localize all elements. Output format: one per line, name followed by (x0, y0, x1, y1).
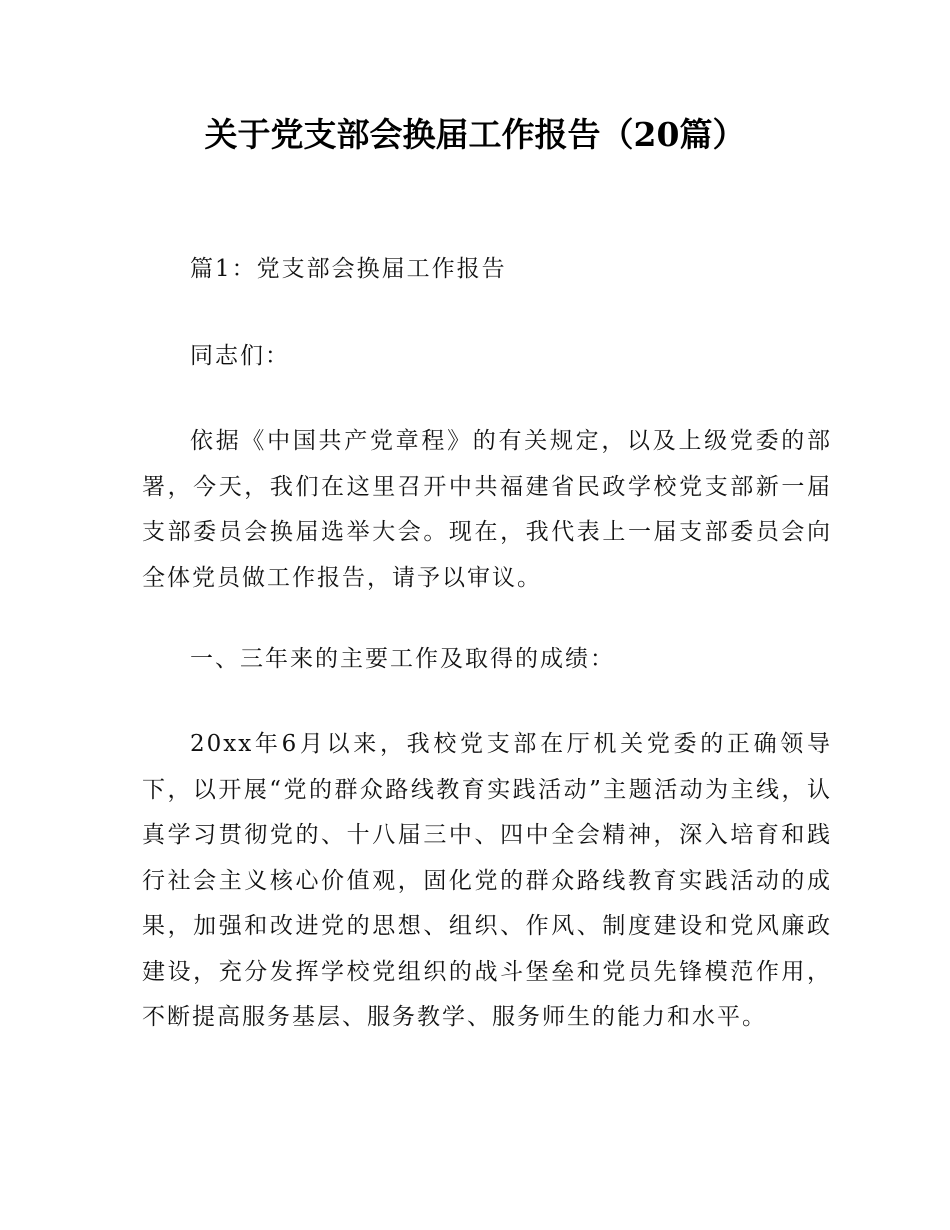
article-heading: 篇1：党支部会换届工作报告 (190, 256, 507, 282)
document-title: 关于党支部会换届工作报告（20篇） (204, 115, 746, 154)
body-paragraph: 20xx年6月以来，我校党支部在厅机关党委的正确领导下，以开展“党的群众路线教育实践活动”主题活动为主线，认真学习贯彻党的、十八届三中、四中全会精神，深入培育和践行社会主义核心价值观，固化党的群众路线教育实践活动的成果，加强和改进党的思想、组织、作风、制度建设和党风廉政建设，充分发挥学校党组织的战斗堡垒和党员先锋模范作用，不断提高服务基层、服务教学、服务师生的能力和水平。 (142, 731, 832, 1030)
section-heading: 一、三年来的主要工作及取得的成绩： (190, 646, 615, 672)
intro-paragraph: 依据《中国共产党章程》的有关规定，以及上级党委的部署，今天，我们在这里召开中共福建省民政学校党支部新一届支部委员会换届选举大会。现在，我代表上一届支部委员会向全体党员做工作报告，请予以审议。 (142, 428, 832, 591)
greeting-text: 同志们： (190, 343, 290, 369)
